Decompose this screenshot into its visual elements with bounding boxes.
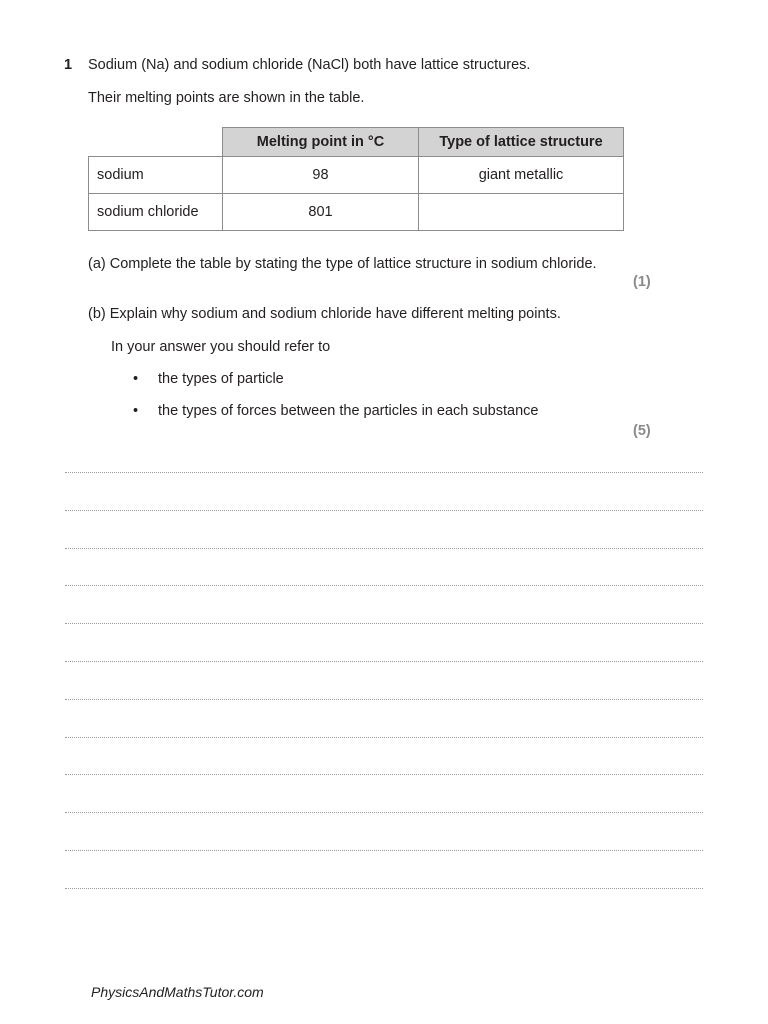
table-cell-melting-point: 801 — [223, 194, 419, 231]
answer-line[interactable] — [65, 699, 703, 700]
answer-line[interactable] — [65, 737, 703, 738]
answer-line[interactable] — [65, 661, 703, 662]
table-header-row — [89, 128, 624, 157]
question-intro: Sodium (Na) and sodium chloride (NaCl) both have lattice structures. — [88, 57, 531, 73]
table-row — [89, 194, 624, 231]
table-header-melting-point: Melting point in °C — [223, 128, 419, 157]
table-header-blank — [89, 128, 223, 157]
bullet-item: the types of forces between the particles in each substance — [158, 403, 539, 419]
answer-line[interactable] — [65, 774, 703, 775]
part-a-question: (a) Complete the table by stating the type of lattice structure in sodium chloride. — [88, 256, 597, 272]
answer-line[interactable] — [65, 812, 703, 813]
table-row — [89, 157, 624, 194]
table-cell-lattice-type: giant metallic — [419, 157, 624, 194]
answer-line[interactable] — [65, 850, 703, 851]
question-intro-2: Their melting points are shown in the table. — [88, 90, 365, 106]
melting-point-table — [88, 127, 624, 231]
table-cell-melting-point: 98 — [223, 157, 419, 194]
table-cell-substance: sodium chloride — [89, 194, 223, 231]
part-b-question: (b) Explain why sodium and sodium chloride have different melting points. — [88, 306, 561, 322]
question-number: 1 — [64, 57, 73, 73]
answer-line[interactable] — [65, 888, 703, 889]
answer-line[interactable] — [65, 510, 703, 511]
answer-line[interactable] — [65, 472, 703, 473]
bullet-point-icon: • — [133, 403, 139, 419]
table-header-lattice-type: Type of lattice structure — [419, 128, 624, 157]
answer-line[interactable] — [65, 623, 703, 624]
footer-source: PhysicsAndMathsTutor.com — [91, 984, 264, 1000]
table-cell-lattice-type-answer[interactable] — [419, 194, 624, 231]
bullet-item: the types of particle — [158, 371, 284, 387]
answer-line[interactable] — [65, 548, 703, 549]
answer-line[interactable] — [65, 585, 703, 586]
part-b-instruction: In your answer you should refer to — [111, 339, 331, 355]
part-a-marks: (1) — [633, 274, 651, 290]
part-b-marks: (5) — [633, 423, 651, 439]
table-cell-substance: sodium — [89, 157, 223, 194]
bullet-point-icon: • — [133, 371, 139, 387]
